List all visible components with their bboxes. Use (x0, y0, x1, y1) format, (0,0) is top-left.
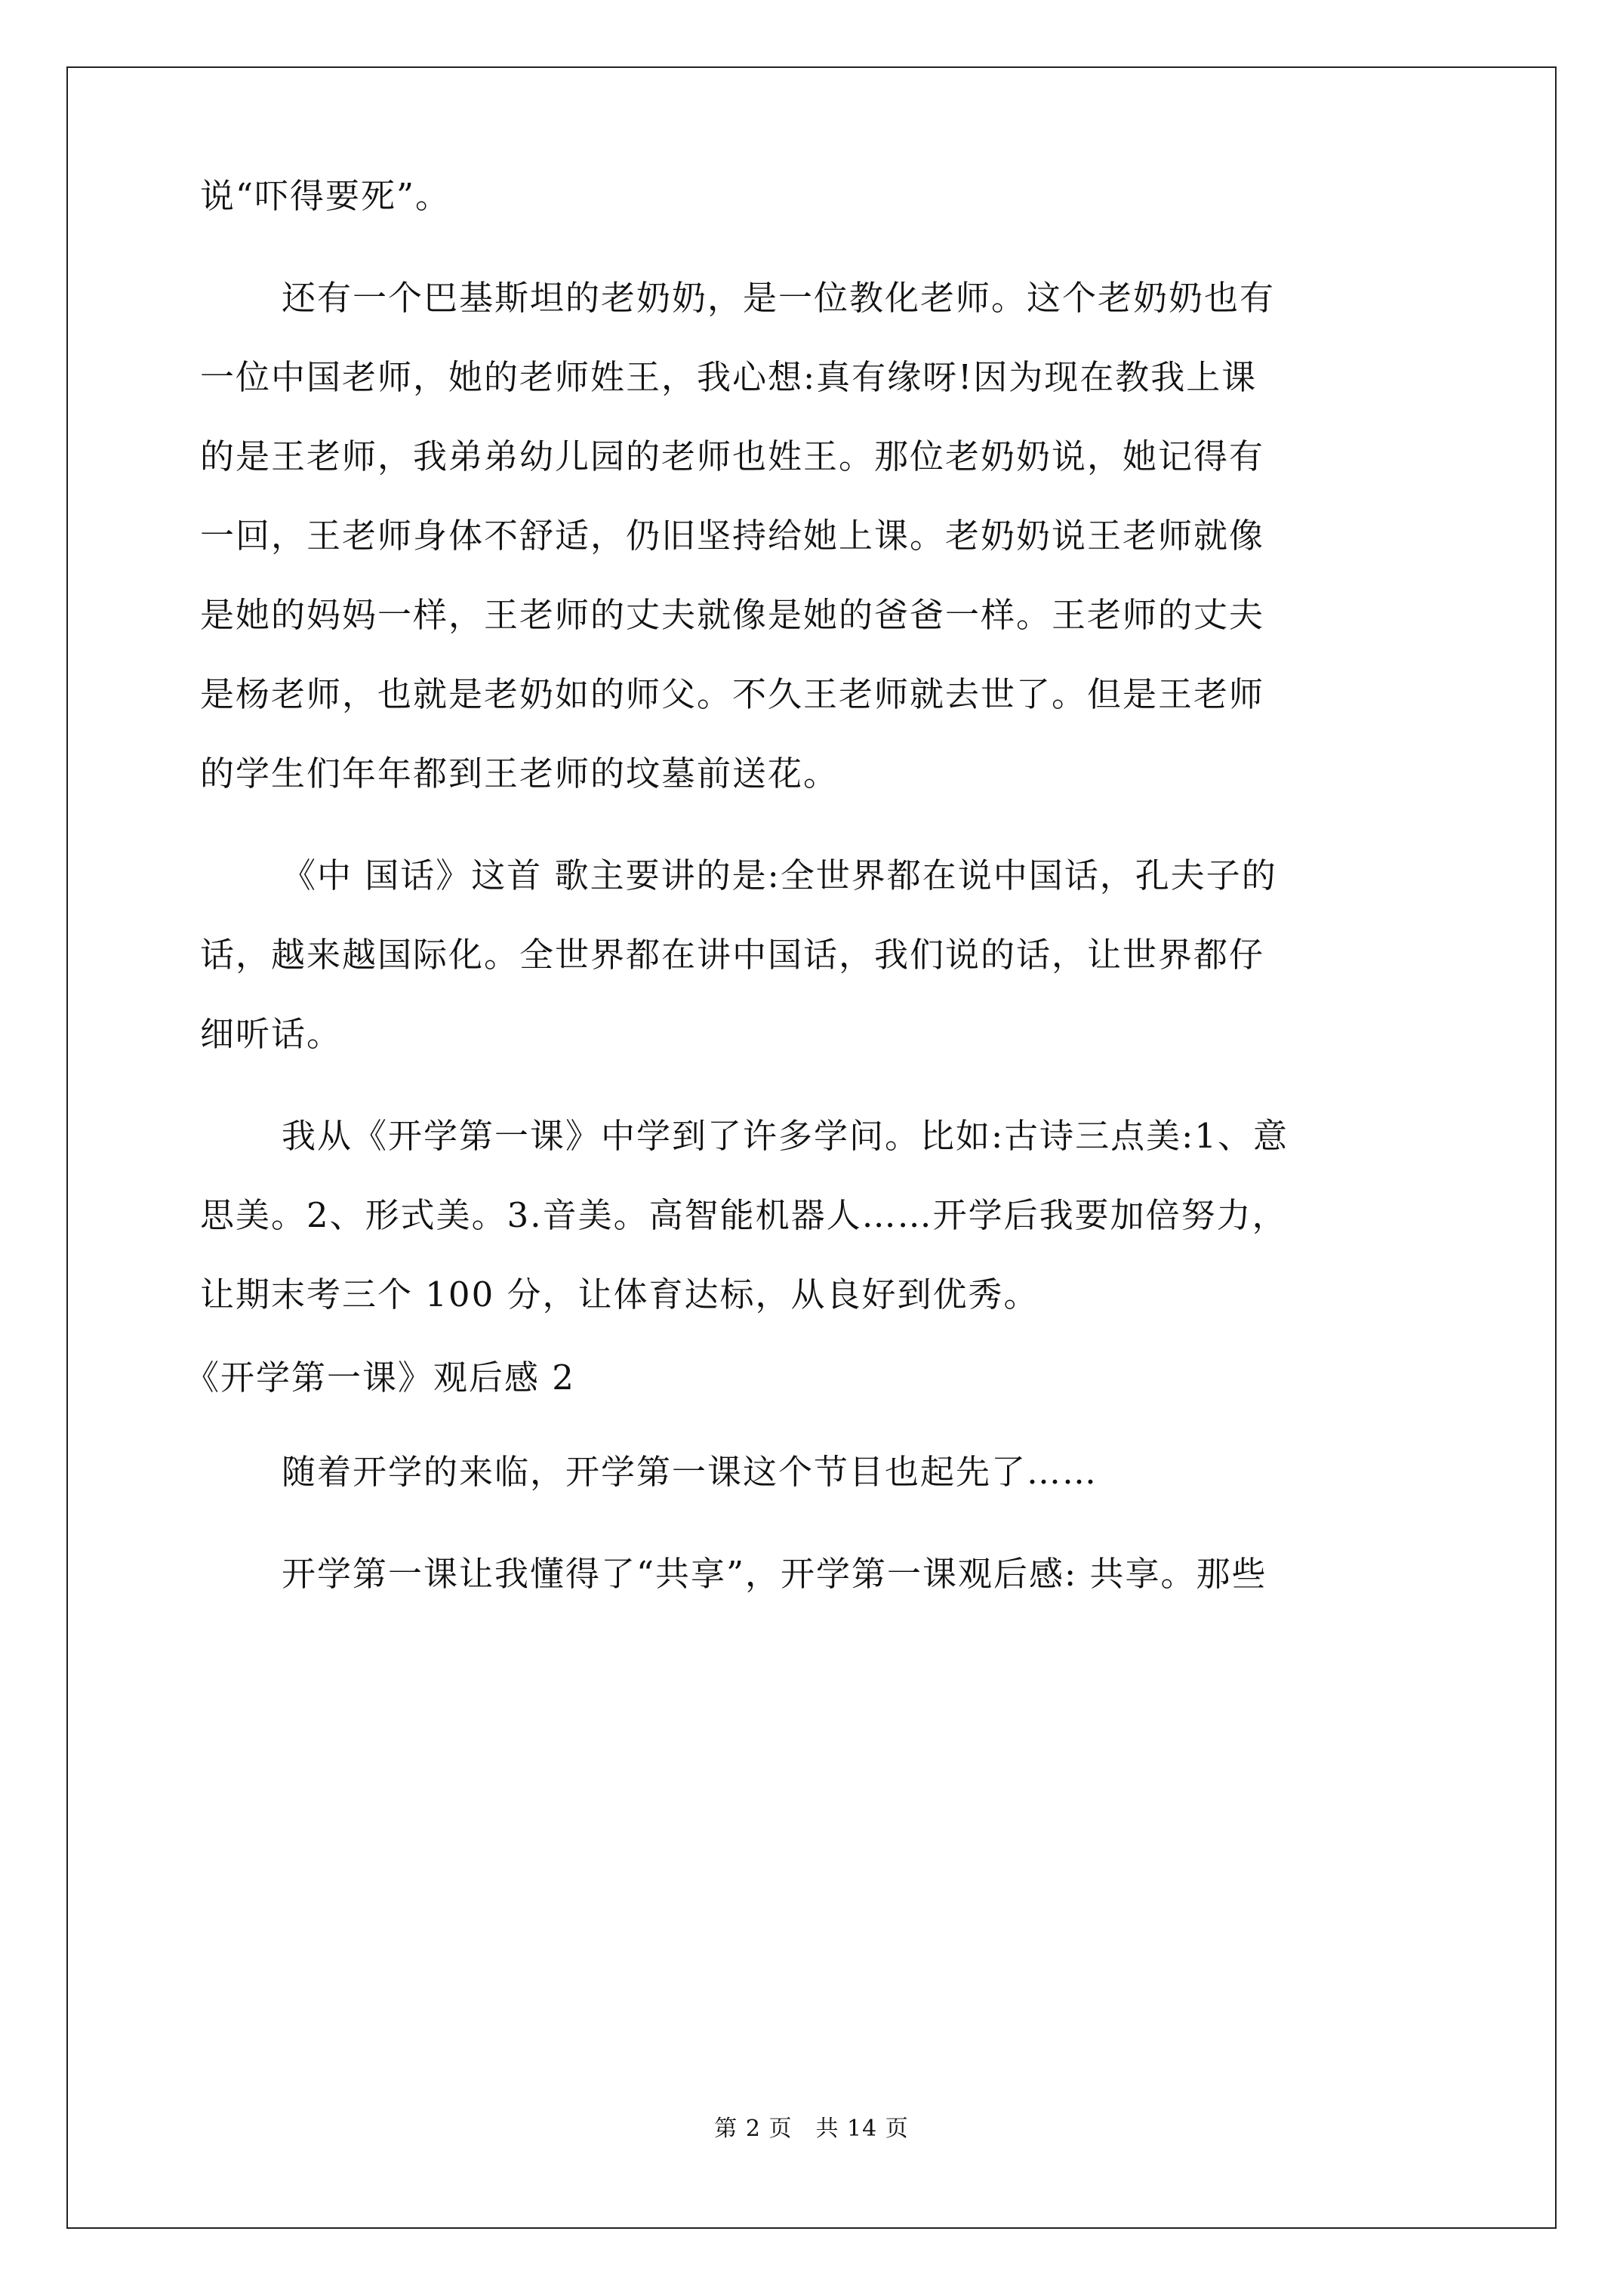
text-line: 的学生们年年都到王老师的坟墓前送花。 (200, 754, 839, 794)
text-line: 细听话。 (200, 1014, 343, 1054)
paragraph-first-line: 还有一个巴基斯坦的老奶奶，是一位教化老师。这个老奶奶也有 (282, 278, 1276, 318)
text-line: 话，越来越国际化。全世界都在讲中国话，我们说的话，让世界都仔 (200, 935, 1265, 975)
paragraph-first-line: 《中 国话》这首 歌主要讲的是:全世界都在说中国话，孔夫子的 (282, 855, 1277, 895)
text-line: 思美。2、形式美。3.音美。高智能机器人……开学后我要加倍努力， (200, 1195, 1288, 1235)
paragraph-first-line: 随着开学的来临，开学第一课这个节目也起先了…… (282, 1452, 1098, 1492)
page-number-footer: 第 2 页 共 14 页 (714, 2116, 909, 2142)
text-line: 是杨老师，也就是老奶如的师父。不久王老师就去世了。但是王老师 (200, 674, 1265, 714)
text-line: 让期末考三个 100 分，让体育达标，从良好到优秀。 (200, 1274, 1039, 1314)
text-line: 一位中国老师，她的老师姓王，我心想:真有缘呀!因为现在教我上课 (200, 357, 1258, 397)
text-line: 的是王老师，我弟弟幼儿园的老师也姓王。那位老奶奶说，她记得有 (200, 436, 1265, 476)
text-line: 说“吓得要死”。 (200, 176, 451, 216)
paragraph-first-line: 开学第一课让我懂得了“共享”，开学第一课观后感: 共享。那些 (282, 1554, 1267, 1594)
paragraph-first-line: 我从《开学第一课》中学到了许多学问。比如:古诗三点美:1、意 (282, 1116, 1289, 1156)
text-line: 是她的妈妈一样，王老师的丈夫就像是她的爸爸一样。王老师的丈夫 (200, 595, 1265, 635)
section-heading: 《开学第一课》观后感 2 (185, 1358, 575, 1398)
text-line: 一回，王老师身体不舒适，仍旧坚持给她上课。老奶奶说王老师就像 (200, 516, 1265, 556)
